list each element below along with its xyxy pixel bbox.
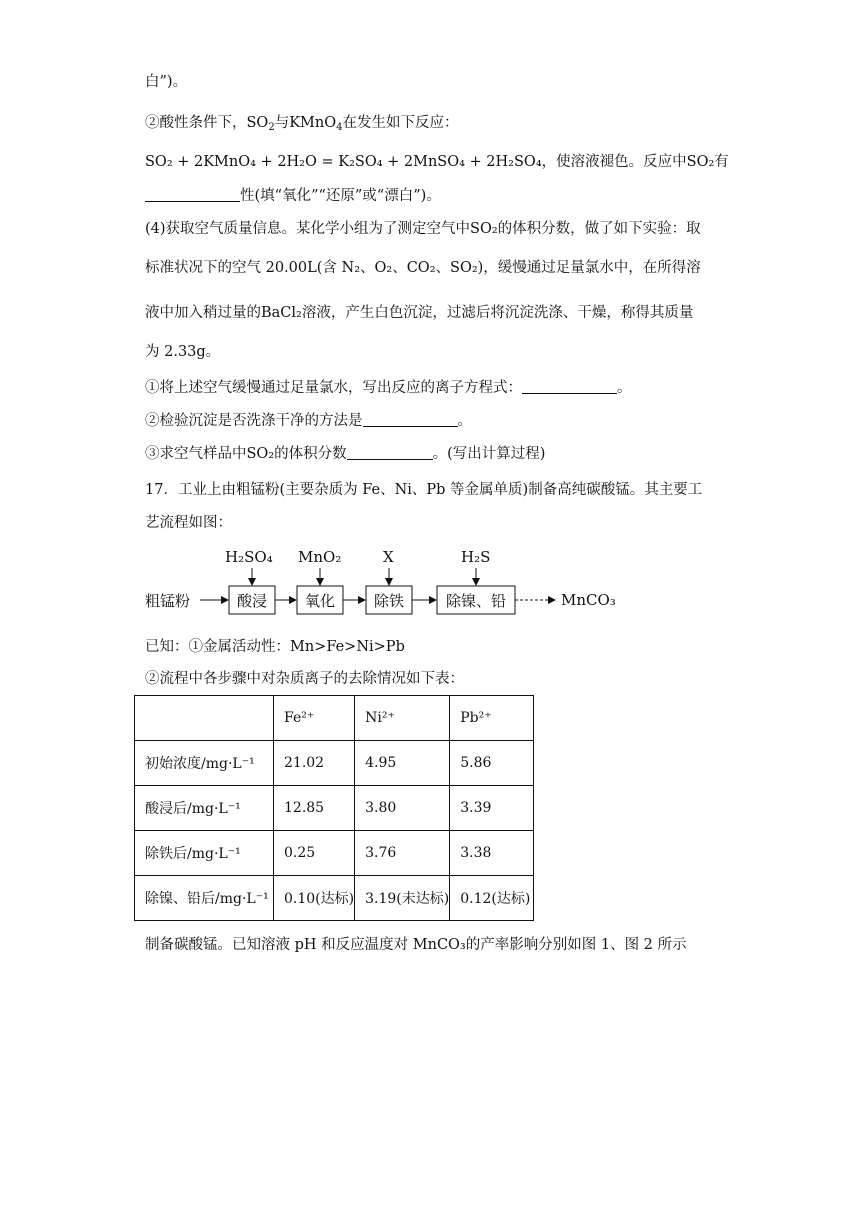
- text-line: ①将上述空气缓慢通过足量氯水，写出反应的离子方程式： 。: [145, 380, 632, 396]
- text-line: ②检验沉淀是否洗涤干净的方法是 。: [145, 413, 472, 429]
- table-cell: 0.25: [274, 831, 355, 876]
- table-cell: 3.38: [450, 831, 534, 876]
- table-cell: 除铁后/mg·L⁻¹: [135, 831, 274, 876]
- question-17: 17．工业上由粗锰粉(主要杂质为 Fe、Ni、Pb 等金属单质)制备高纯碳酸锰。其主要工: [145, 482, 703, 498]
- reagent-x: X: [383, 548, 394, 566]
- table-cell: 0.10(达标): [274, 876, 355, 921]
- table-cell: 酸浸后/mg·L⁻¹: [135, 786, 274, 831]
- table-row: [135, 741, 534, 786]
- process-flow-diagram: [145, 548, 625, 620]
- table-cell: 12.85: [274, 786, 355, 831]
- table-cell: 21.02: [274, 741, 355, 786]
- step-acid-leach: 酸浸: [236, 592, 267, 610]
- table-cell: 3.80: [355, 786, 450, 831]
- answer-blank[interactable]: [522, 379, 617, 394]
- answer-blank[interactable]: [363, 412, 458, 427]
- table-cell: 3.39: [450, 786, 534, 831]
- table-row: [135, 831, 534, 876]
- text-line: 白”)。: [145, 74, 188, 90]
- reagent-h2s: H₂S: [461, 548, 491, 566]
- reaction-equation: SO₂ + 2KMnO₄ + 2H₂O = K₂SO₄ + 2MnSO₄ + 2H₂SO₄: [145, 154, 542, 170]
- text-line: 标准状况下的空气 20.00L(含 N₂、O₂、CO₂、SO₂)，缓慢通过足量氯水中，在所得溶: [145, 260, 701, 276]
- table-cell: 初始浓度/mg·L⁻¹: [135, 741, 274, 786]
- text-line: (4)获取空气质量信息。某化学小组为了测定空气中SO₂的体积分数，做了如下实验：取: [145, 221, 701, 237]
- table-cell: 0.12(达标): [450, 876, 534, 921]
- step-oxidation: 氧化: [304, 592, 335, 610]
- text-line: 制备碳酸锰。已知溶液 pH 和反应温度对 MnCO₃的产率影响分别如图 1、图 2 所示: [145, 937, 687, 953]
- table-row: [135, 786, 534, 831]
- answer-blank[interactable]: [145, 187, 240, 202]
- text-line: 已知：①金属活动性：Mn>Fe>Ni>Pb: [145, 639, 405, 655]
- table-cell: 4.95: [355, 741, 450, 786]
- answer-blank[interactable]: [347, 445, 433, 460]
- text-line: ②流程中各步骤中对杂质离子的去除情况如下表：: [145, 671, 464, 687]
- table-cell: 3.76: [355, 831, 450, 876]
- text-line: 性(填“氧化”“还原”或“漂白”)。: [145, 186, 441, 206]
- table-header-cell: Fe²⁺: [274, 696, 355, 741]
- text-line: 艺流程如图：: [145, 515, 232, 531]
- reagent-h2so4: H₂SO₄: [225, 548, 273, 566]
- step-remove-ni-pb: 除镍、铅: [445, 592, 506, 610]
- reagent-mno2: MnO₂: [298, 548, 342, 566]
- impurity-removal-table: [134, 695, 534, 921]
- table-header-cell: Ni²⁺: [355, 696, 450, 741]
- table-cell: 除镍、铅后/mg·L⁻¹: [135, 876, 274, 921]
- equation-line: SO₂ + 2KMnO₄ + 2H₂O = K₂SO₄ + 2MnSO₄ + 2H₂SO₄，使溶液褪色。反应中SO₂有: [145, 154, 729, 170]
- table-header-cell: Pb²⁺: [450, 696, 534, 741]
- flow-start: 粗锰粉: [145, 592, 191, 610]
- table-row: [135, 876, 534, 921]
- step-remove-iron: 除铁: [373, 592, 404, 610]
- table-header-cell: [135, 696, 274, 741]
- text-line: 为 2.33g。: [145, 344, 221, 360]
- table-header-row: [135, 696, 534, 741]
- text-line: 液中加入稍过量的BaCl₂溶液，产生白色沉淀，过滤后将沉淀洗涤、干燥，称得其质量: [145, 305, 694, 321]
- table-cell: 5.86: [450, 741, 534, 786]
- text-line: ③求空气样品中SO₂的体积分数 。(写出计算过程): [145, 446, 546, 462]
- text-line: ②酸性条件下，$SO_2$与KMnO$_4$在发生如下反应：: [145, 115, 459, 133]
- flow-product: MnCO₃: [561, 591, 616, 609]
- table-cell: 3.19(未达标): [355, 876, 450, 921]
